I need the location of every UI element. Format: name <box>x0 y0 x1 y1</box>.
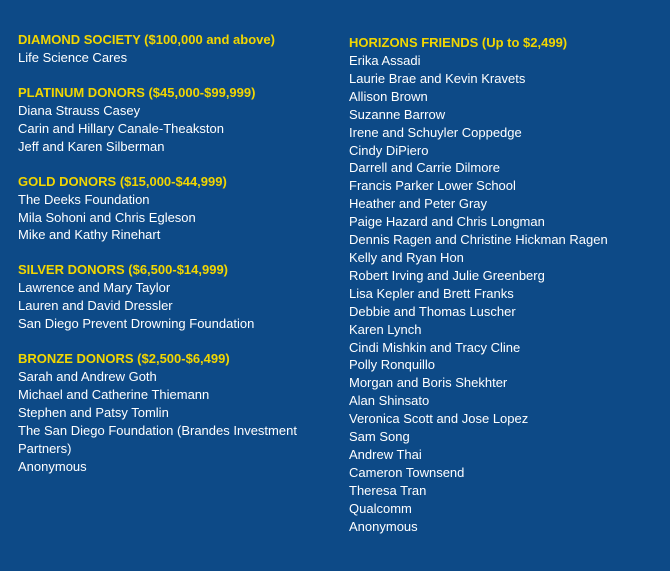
donor-name: Irene and Schuyler Coppedge <box>349 124 522 140</box>
donor-name: Anonymous <box>18 458 87 474</box>
donor-name: Karen Lynch <box>349 321 422 337</box>
donor-name: Alan Shinsato <box>349 393 430 409</box>
tier-horizons-friends <box>349 34 664 535</box>
donor-tier <box>18 84 338 156</box>
tier-heading: SILVER DONORS ($6,500-$14,999) <box>18 262 229 278</box>
right-donor-column <box>349 31 664 552</box>
donor-list <box>18 191 338 245</box>
donor-name: Life Science Cares <box>18 50 128 65</box>
donor-list <box>18 279 338 333</box>
donor-name: Carin and Hillary Canale-Theakston <box>18 120 224 136</box>
donor-name: Veronica Scott and Jose Lopez <box>349 411 529 427</box>
donor-name: Anonymous <box>349 518 418 534</box>
donor-list <box>349 52 664 535</box>
donor-name: Suzanne Barrow <box>349 106 446 122</box>
donor-name: Cindi Mishkin and Tracy Cline <box>349 339 521 355</box>
donor-name: Sam Song <box>349 429 410 445</box>
donor-name: Paige Hazard and Chris Longman <box>349 214 545 230</box>
donor-name: Laurie Brae and Kevin Kravets <box>349 70 526 86</box>
donor-name: Michael and Catherine Thiemann <box>18 386 210 402</box>
donor-list <box>18 368 338 475</box>
donor-name: Lawrence and Mary Taylor <box>18 280 171 296</box>
tier-heading: PLATINUM DONORS ($45,000-$99,999) <box>18 84 256 100</box>
donor-list <box>18 102 338 156</box>
tier-heading: HORIZONS FRIENDS (Up to $2,499) <box>349 35 568 50</box>
donor-name: Heather and Peter Gray <box>349 196 488 212</box>
donor-name: Mike and Kathy Rinehart <box>18 227 161 243</box>
donor-name: Dennis Ragen and Christine Hickman Ragen <box>349 232 608 248</box>
donor-name: Erika Assadi <box>349 53 421 68</box>
donor-name: Sarah and Andrew Goth <box>18 369 157 385</box>
donor-name: Jeff and Karen Silberman <box>18 138 165 154</box>
donor-name: Cindy DiPiero <box>349 142 429 158</box>
donor-name: Theresa Tran <box>349 482 427 498</box>
tier-heading: DIAMOND SOCIETY ($100,000 and above) <box>18 32 275 47</box>
donor-name: Lauren and David Dressler <box>18 298 173 314</box>
donor-name: Darrell and Carrie Dilmore <box>349 160 500 176</box>
donor-name: Andrew Thai <box>349 446 422 462</box>
donor-tier <box>18 31 338 67</box>
donor-name: Lisa Kepler and Brett Franks <box>349 285 514 301</box>
donor-name: Debbie and Thomas Luscher <box>349 303 516 319</box>
donor-name: Diana Strauss Casey <box>18 102 141 118</box>
donor-name: The San Diego Foundation (Brandes Investment Partners) <box>18 422 297 456</box>
donor-tier <box>18 350 338 475</box>
donor-name: Francis Parker Lower School <box>349 178 516 194</box>
donor-name: Kelly and Ryan Hon <box>349 249 464 265</box>
donor-name: The Deeks Foundation <box>18 191 150 207</box>
donor-name: Mila Sohoni and Chris Egleson <box>18 209 196 225</box>
tier-heading: GOLD DONORS ($15,000-$44,999) <box>18 173 227 189</box>
donor-name: Robert Irving and Julie Greenberg <box>349 267 545 283</box>
donor-name: San Diego Prevent Drowning Foundation <box>18 316 255 332</box>
donor-list <box>18 49 338 67</box>
donor-name: Qualcomm <box>349 500 412 516</box>
left-donor-column <box>18 31 338 493</box>
tier-heading: BRONZE DONORS ($2,500-$6,499) <box>18 351 230 367</box>
donor-name: Polly Ronquillo <box>349 357 435 373</box>
donor-name: Stephen and Patsy Tomlin <box>18 404 169 420</box>
donor-name: Cameron Townsend <box>349 464 465 480</box>
donor-tier <box>18 173 338 245</box>
donor-tier <box>18 261 338 333</box>
donor-name: Allison Brown <box>349 88 428 104</box>
donor-name: Morgan and Boris Shekhter <box>349 375 508 391</box>
